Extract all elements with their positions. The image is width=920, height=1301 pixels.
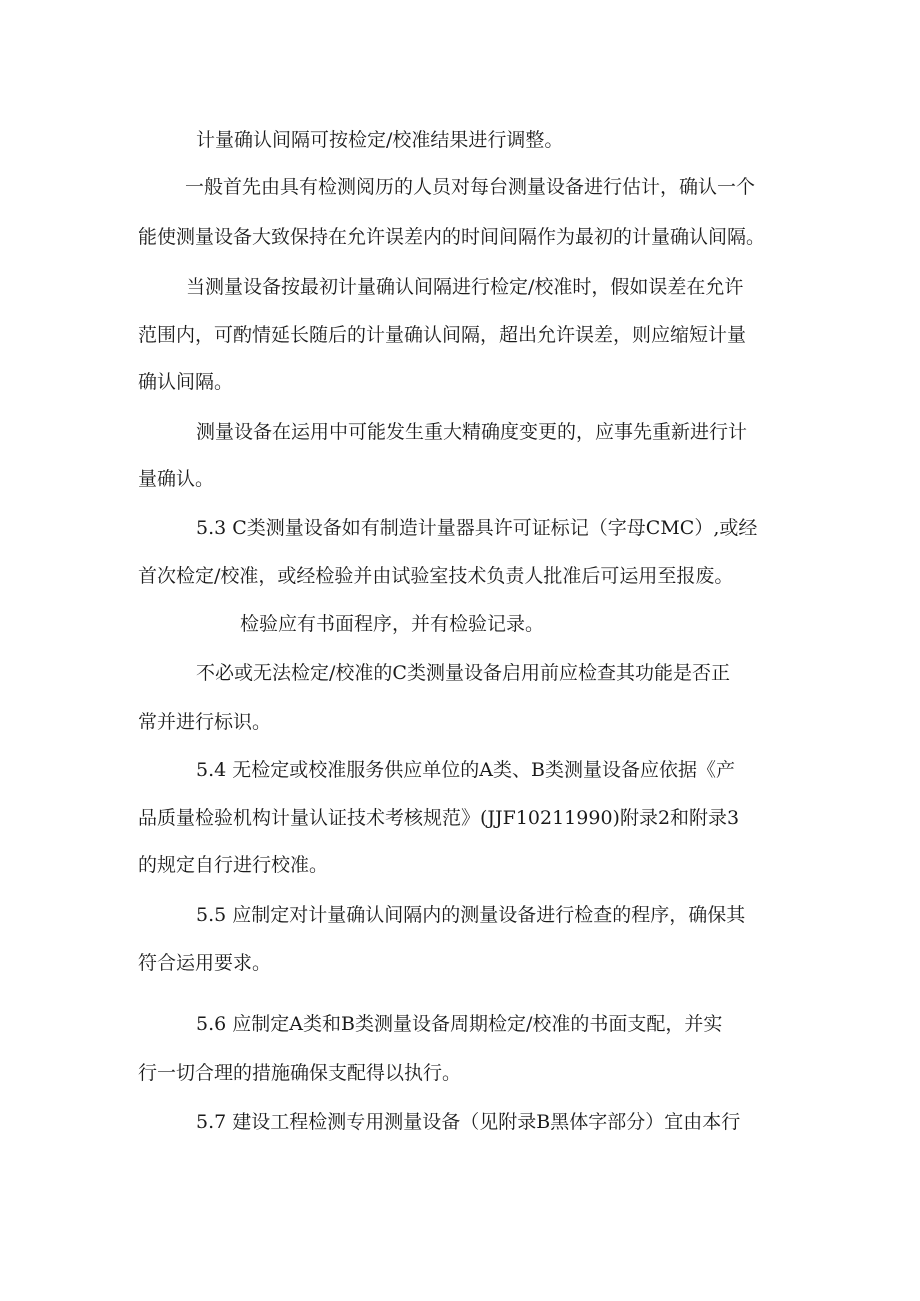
paragraph-line: 测量设备在运用中可能发生重大精确度变更的，应事先重新进行计 xyxy=(196,421,748,443)
paragraph-line: 量确认。 xyxy=(138,468,215,490)
paragraph-line: 5.4 无检定或校准服务供应单位的A类、B类测量设备应依据《产 xyxy=(196,759,735,781)
paragraph-line: 常并进行标识。 xyxy=(138,711,272,733)
paragraph-line: 5.6 应制定A类和B类测量设备周期检定/校准的书面支配，并实 xyxy=(196,1013,723,1035)
paragraph-line: 当测量设备按最初计量确认间隔进行检定/校准时，假如误差在允许 xyxy=(186,276,744,298)
paragraph-line: 确认间隔。 xyxy=(138,371,234,393)
paragraph-line: 的规定自行进行校准。 xyxy=(138,854,329,876)
paragraph-line: 范围内，可酌情延长随后的计量确认间隔，超出允许误差，则应缩短计量 xyxy=(138,324,747,346)
paragraph-line: 能使测量设备大致保持在允许误差内的时间间隔作为最初的计量确认间隔。 xyxy=(138,226,766,248)
paragraph-line: 符合运用要求。 xyxy=(138,952,272,974)
paragraph-line: 不必或无法检定/校准的C类测量设备启用前应检查其功能是否正 xyxy=(196,662,730,684)
paragraph-line: 品质量检验机构计量认证技术考核规范》(JJF10211990)附录2和附录3 xyxy=(138,807,740,829)
paragraph-line: 5.3 C类测量设备如有制造计量器具许可证标记（字母CMC）,或经 xyxy=(196,517,758,539)
paragraph-line: 5.5 应制定对计量确认间隔内的测量设备进行检查的程序，确保其 xyxy=(196,904,746,926)
paragraph-line: 5.7 建设工程检测专用测量设备（见附录B黑体字部分）宜由本行 xyxy=(196,1111,741,1133)
paragraph-line: 行一切合理的措施确保支配得以执行。 xyxy=(138,1062,462,1084)
paragraph-line: 一般首先由具有检测阅历的人员对每台测量设备进行估计，确认一个 xyxy=(185,176,756,198)
paragraph-line: 计量确认间隔可按检定/校准结果进行调整。 xyxy=(196,129,564,151)
paragraph-line: 检验应有书面程序，并有检验记录。 xyxy=(240,613,545,635)
paragraph-line: 首次检定/校准，或经检验并由试验室技术负责人批准后可运用至报废。 xyxy=(138,565,734,587)
